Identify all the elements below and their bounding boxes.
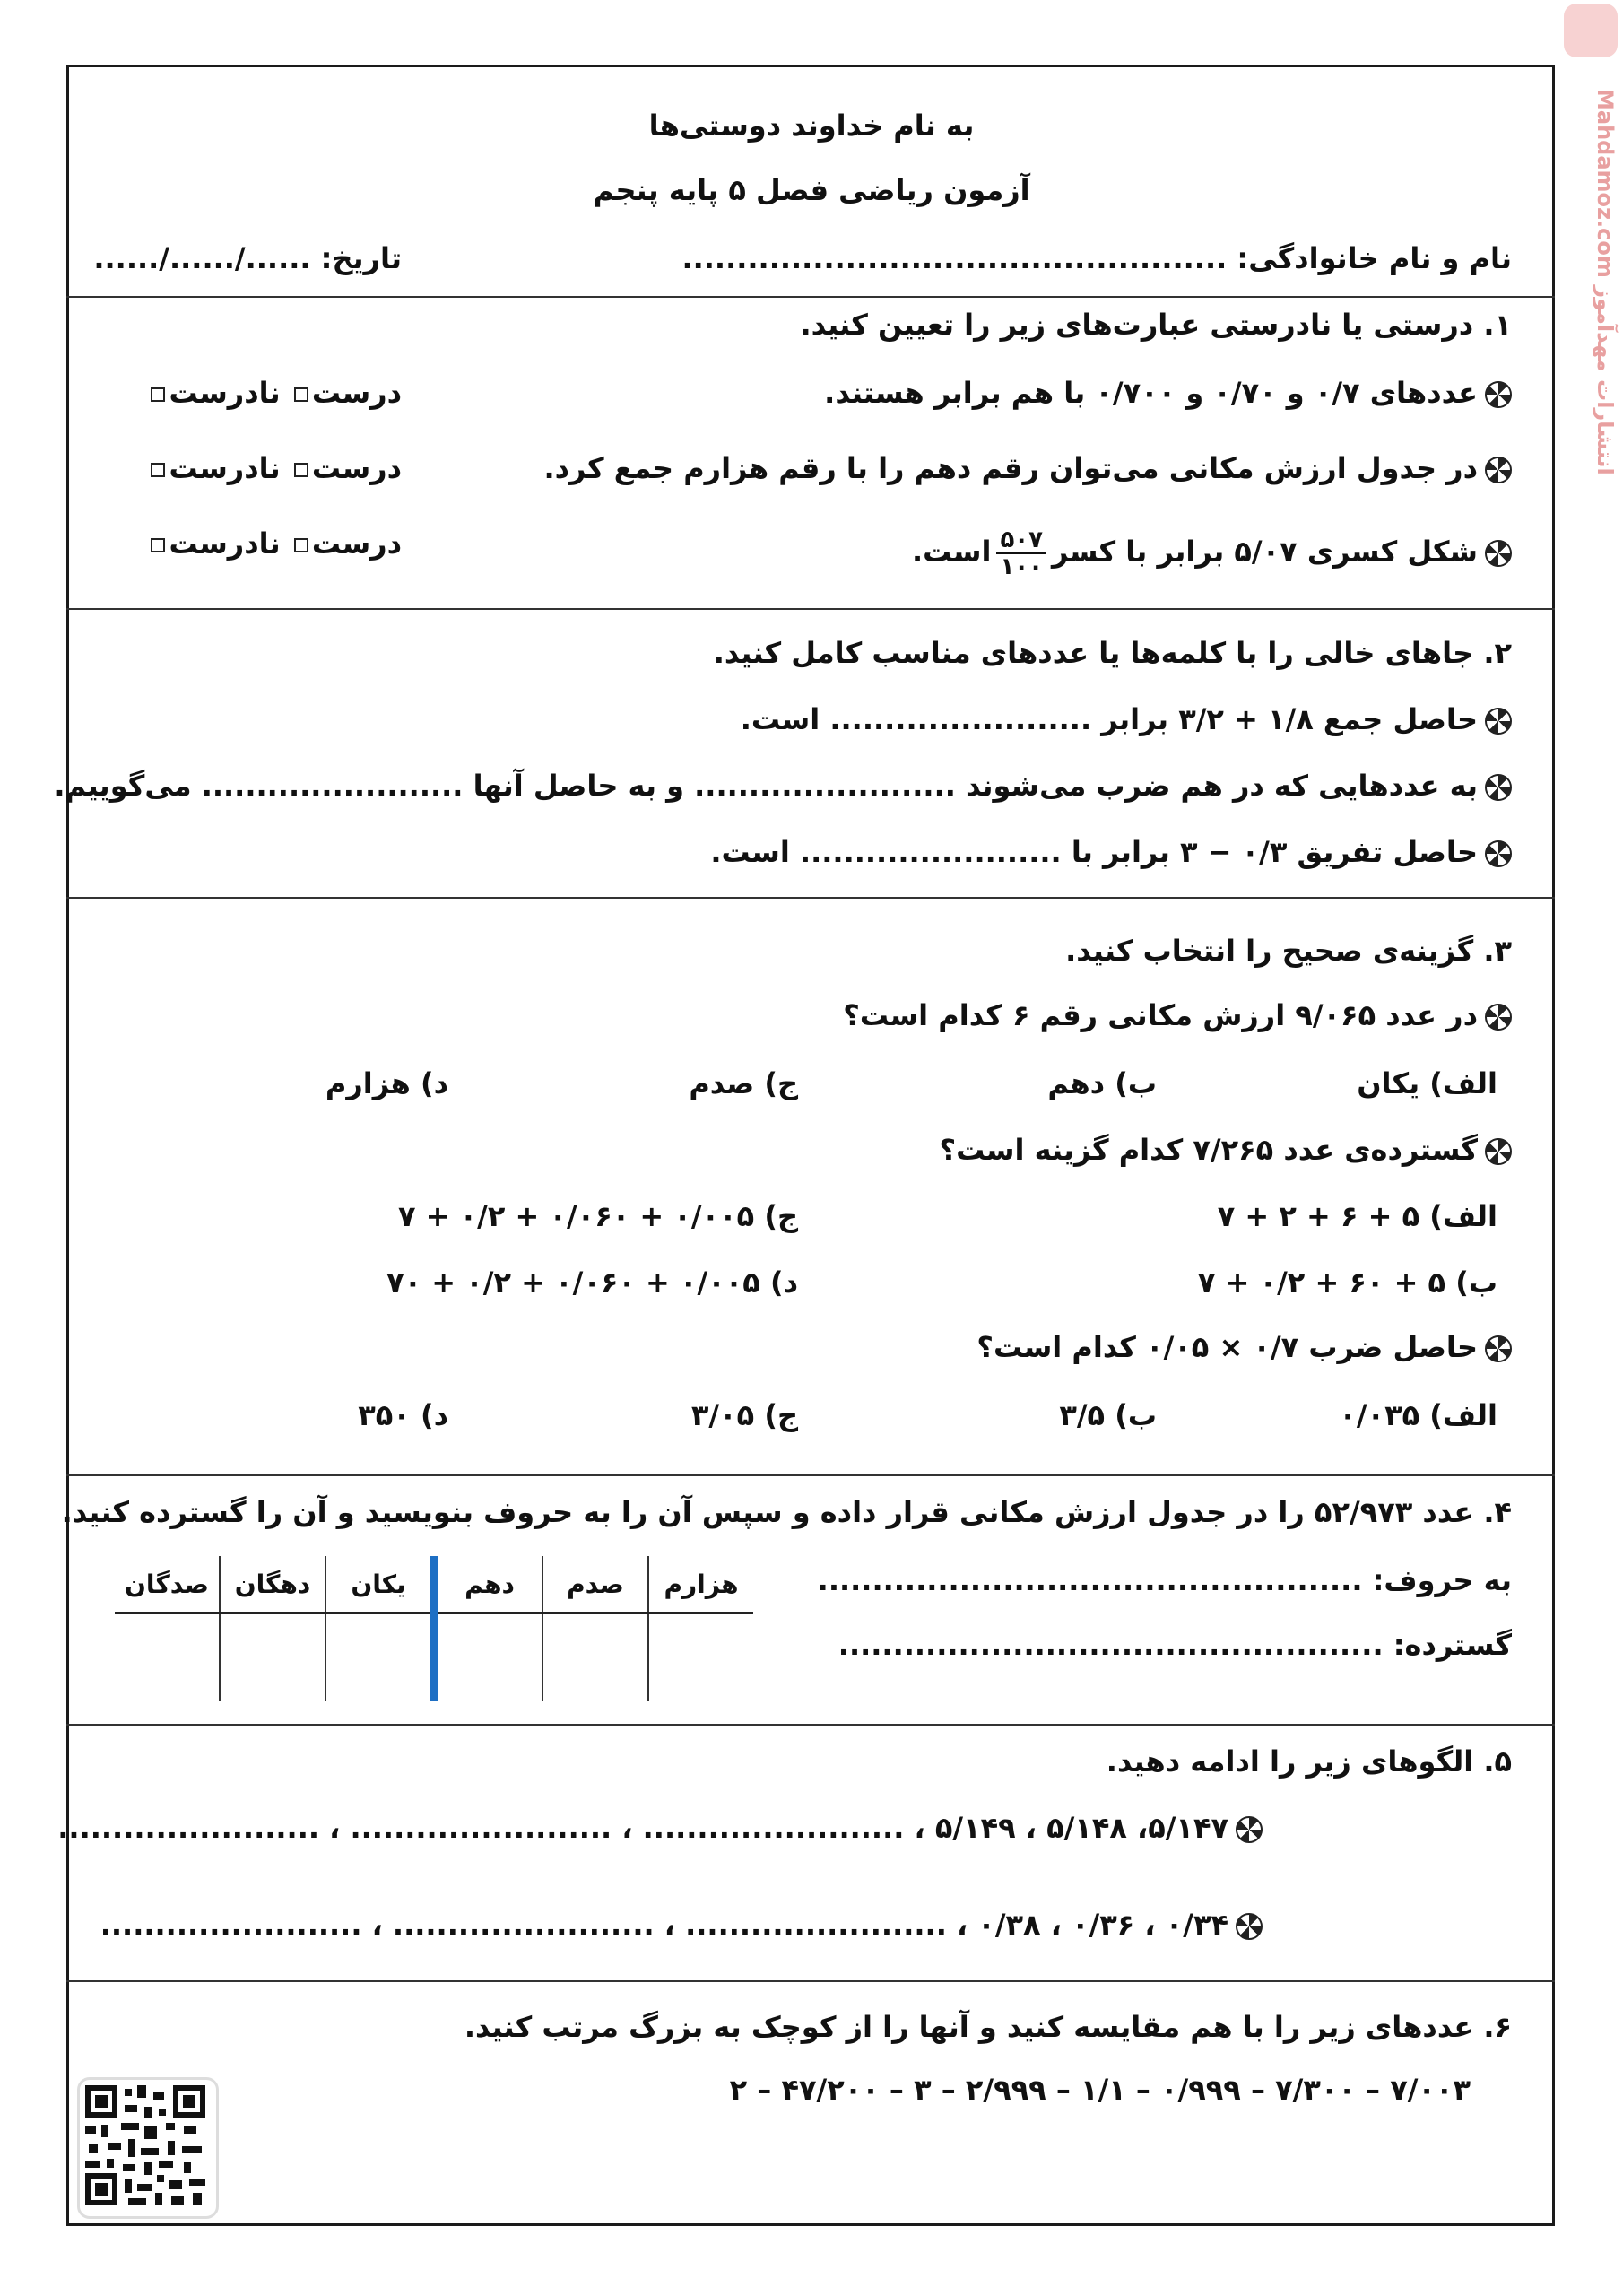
bullet-icon <box>1485 708 1512 735</box>
q3-title: ۳. گزینه‌ی صحیح را انتخاب کنید. <box>1065 934 1512 968</box>
q1-item-2: در جدول ارزش مکانی می‌توان رقم دهم را با رقم هزارم جمع کرد. <box>583 450 1512 486</box>
checkbox[interactable] <box>151 538 165 552</box>
q3b-option-a[interactable]: الف) ۵ + ۶ + ۲ + ۷ <box>1217 1199 1497 1233</box>
place-value-table <box>115 1556 753 1701</box>
q1-choice-1[interactable]: درست نادرست <box>133 375 402 411</box>
q5-pattern-1-text[interactable]: ۵/۱۴۷، ۵/۱۴۸ ، ۵/۱۴۹ ، ........................ ، ........................ ، ........................ <box>115 1810 1263 1846</box>
qr-code-icon <box>85 2085 205 2205</box>
name-field[interactable]: نام و نام خانوادگی: .................................................. <box>681 241 1512 275</box>
divider <box>66 296 1555 298</box>
checkbox[interactable] <box>294 387 308 402</box>
q3a-option-b[interactable]: ب) دهم <box>1047 1066 1157 1100</box>
q3c-option-a[interactable]: الف) ۰/۰۳۵ <box>1339 1398 1497 1432</box>
q3b-question: گسترده‌ی عدد ۷/۲۶۵ کدام گزینه است؟ <box>807 1132 1512 1168</box>
q4-title: ۴. عدد ۵۲/۹۷۳ را در جدول ارزش مکانی قرار داده و سپس آن را به حروف بنویسید و آن را گسترده کنید. <box>61 1495 1512 1529</box>
q5-title: ۵. الگوهای زیر را ادامه دهید. <box>1106 1744 1512 1779</box>
q3c-question: حاصل ضرب ۰/۷ × ۰/۰۵ کدام است؟ <box>807 1329 1512 1365</box>
divider <box>66 897 1555 899</box>
bullet-icon <box>1485 540 1512 567</box>
bullet-icon <box>1485 1335 1512 1362</box>
bismillah: به نام خداوند دوستی‌ها <box>648 109 975 143</box>
q1-title: ۱. درستی یا نادرستی عبارت‌های زیر را تعیین کنید. <box>800 308 1512 342</box>
table-cell[interactable] <box>325 1613 434 1702</box>
checkbox[interactable] <box>294 538 308 552</box>
divider <box>66 1474 1555 1476</box>
col-sadgan: صدگان <box>115 1556 220 1613</box>
bullet-icon <box>1485 1004 1512 1031</box>
col-dahgan: دهگان <box>220 1556 325 1613</box>
q2-item-3[interactable]: حاصل تفریق ۰/۳ − ۳ برابر با ........................ است. <box>717 834 1512 870</box>
publisher-logo <box>1564 4 1618 57</box>
divider <box>66 1980 1555 1982</box>
q6-title: ۶. عددهای زیر را با هم مقایسه کنید و آنها را از کوچک به بزرگ مرتب کنید. <box>464 2010 1512 2044</box>
q3c-option-d[interactable]: د) ۳۵۰ <box>358 1398 448 1432</box>
bullet-icon <box>1236 1913 1263 1940</box>
divider <box>66 608 1555 610</box>
q3a-option-d[interactable]: د) هزارم <box>325 1066 448 1100</box>
col-dahom: دهم <box>434 1556 542 1613</box>
q6-numbers: ۷/۰۰۳ – ۷/۳۰۰ – ۰/۹۹۹ – ۱/۱ – ۲/۹۹۹ – ۳ – ۴۷/۲۰۰ – ۲ <box>729 2073 1471 2107</box>
exam-title: آزمون ریاضی فصل ۵ پایه پنجم <box>593 173 1030 207</box>
q4-expanded-field[interactable]: گسترده: .................................................. <box>838 1628 1512 1662</box>
q1-choice-3[interactable]: درست نادرست <box>133 526 402 561</box>
q5-pattern-2-text[interactable]: ۰/۳۴ ، ۰/۳۶ ، ۰/۳۸ ، ........................ ، ........................ ، ........................ <box>115 1907 1263 1943</box>
q2-item-1[interactable]: حاصل جمع ۱/۸ + ۳/۲ برابر ........................ است. <box>735 701 1512 737</box>
q3b-option-d[interactable]: د) ۰/۰۰۵ + ۰/۰۶۰ + ۰/۲ + ۷۰ <box>386 1265 798 1300</box>
side-watermark: انتشارات مهدآموز Mahdamoz.com <box>1593 89 1618 475</box>
fraction: $\frac{۵۰۷}{۱۰۰}$ <box>996 527 1046 579</box>
col-yekan: یکان <box>325 1556 434 1613</box>
checkbox[interactable] <box>151 463 165 477</box>
divider <box>66 1724 1555 1726</box>
q3a-question: در عدد ۹/۰۶۵ ارزش مکانی رقم ۶ کدام است؟ <box>807 997 1512 1033</box>
q3a-option-c[interactable]: ج) صدم <box>689 1066 798 1100</box>
q3b-option-c[interactable]: ج) ۰/۰۰۵ + ۰/۰۶۰ + ۰/۲ + ۷ <box>397 1199 798 1233</box>
qr-code[interactable] <box>77 2077 219 2219</box>
table-cell[interactable] <box>434 1613 542 1702</box>
q4-letters-field[interactable]: به حروف: .................................................. <box>817 1563 1512 1597</box>
bullet-icon <box>1485 457 1512 483</box>
bullet-icon <box>1236 1816 1263 1843</box>
col-hezaram: هزارم <box>648 1556 753 1613</box>
q1-item-1: عددهای ۰/۷ و ۰/۷۰ و ۰/۷۰۰ با هم برابر هستند. <box>717 375 1512 411</box>
q3b-option-b[interactable]: ب) ۵ + ۶۰ + ۰/۲ + ۷ <box>1197 1265 1497 1300</box>
bullet-icon <box>1485 1138 1512 1165</box>
bullet-icon <box>1485 381 1512 408</box>
table-cell[interactable] <box>542 1613 648 1702</box>
q3c-option-c[interactable]: ج) ۳/۰۵ <box>690 1398 798 1432</box>
table-cell[interactable] <box>115 1613 220 1702</box>
bullet-icon <box>1485 840 1512 867</box>
q3c-option-b[interactable]: ب) ۳/۵ <box>1059 1398 1157 1432</box>
col-sadom: صدم <box>542 1556 648 1613</box>
q1-item-3: شکل کسری ۵/۰۷ برابر با کسر $\frac{۵۰۷}{۱۰۰}$ است. <box>807 520 1512 583</box>
q1-choice-2[interactable]: درست نادرست <box>133 450 402 486</box>
q3a-option-a[interactable]: الف) یکان <box>1357 1066 1497 1100</box>
checkbox[interactable] <box>151 387 165 402</box>
table-cell[interactable] <box>220 1613 325 1702</box>
checkbox[interactable] <box>294 463 308 477</box>
bullet-icon <box>1485 774 1512 801</box>
date-field[interactable]: تاریخ: ....../....../...... <box>93 241 402 275</box>
q2-item-2[interactable]: به عددهایی که در هم ضرب می‌شوند ........................ و به حاصل آنها ........................ می‌گوییم. <box>179 768 1512 804</box>
q2-title: ۲. جاهای خالی را با کلمه‌ها یا عددهای مناسب کامل کنید. <box>713 636 1512 670</box>
table-cell[interactable] <box>648 1613 753 1702</box>
